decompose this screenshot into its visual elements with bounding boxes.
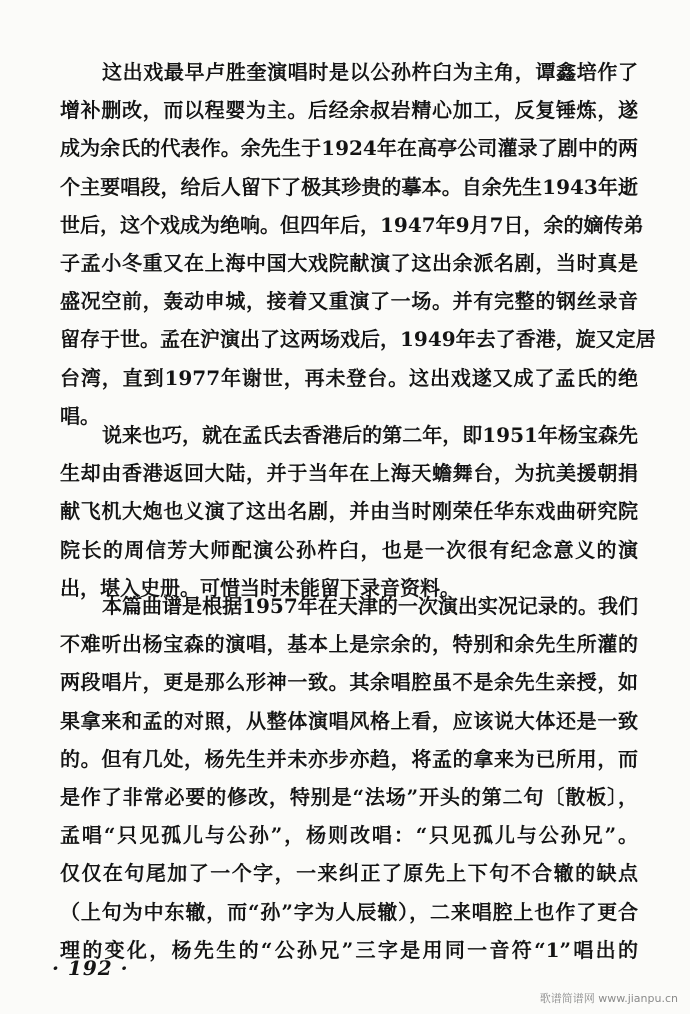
site-watermark: 歌谱简谱网 www.jianpu.cn bbox=[539, 992, 678, 1005]
text-line: 孟唱“只见孤儿与公孙”，杨则改唱：“只见孤儿与公孙兄”。 bbox=[60, 823, 638, 848]
text-line: 世后，这个戏成为绝响。但四年后，1947年9月7日，余的嫡传弟 bbox=[60, 212, 644, 237]
text-line: （上句为中东辙，而“孙”字为人辰辙），二来唱腔上也作了更合 bbox=[60, 899, 638, 924]
text-line: 盛况空前，轰动申城，接着又重演了一场。并有完整的钢丝录音 bbox=[60, 289, 638, 314]
paragraph-3 bbox=[60, 587, 638, 969]
text-line: 是作了非常必要的修改，特别是“法场”开头的第二句〔散板〕， bbox=[60, 784, 638, 809]
text-line: 果拿来和孟的对照，从整体演唱风格上看，应该说大体还是一致 bbox=[60, 708, 638, 733]
text-line: 不难听出杨宝森的演唱，基本上是宗余的，特别和余先生所灌的 bbox=[60, 632, 638, 657]
paragraph-1 bbox=[60, 53, 656, 435]
text-line: 的。但有几处，杨先生并未亦步亦趋，将孟的拿来为已所用，而 bbox=[60, 746, 638, 771]
text-line: 子孟小冬重又在上海中国大戏院献演了这出余派名剧，当时真是 bbox=[60, 250, 638, 275]
text-line: 生却由香港返回大陆，并于当年在上海天蟾舞台，为抗美援朝捐 bbox=[60, 461, 638, 486]
text-line: 个主要唱段，给后人留下了极其珍贵的摹本。自余先生1943年逝 bbox=[60, 174, 638, 199]
text-line: 两段唱片，更是那么形神一致。其余唱腔虽不是余先生亲授，如 bbox=[60, 670, 638, 695]
text-line: 这出戏最早卢胜奎演唱时是以公孙杵臼为主角，谭鑫培作了 bbox=[102, 60, 638, 84]
text-line: 献飞机大炮也义演了这出名剧，并由当时刚荣任华东戏曲研究院 bbox=[60, 499, 638, 524]
text-line: 出，堪入史册。可惜当时未能留下录音资料。 bbox=[60, 575, 460, 600]
text-line: 本篇曲谱是根据1957年在天津的一次演出实况记录的。我们 bbox=[102, 594, 638, 618]
page-number: · 192 · bbox=[52, 956, 129, 980]
text-line: 台湾，直到1977年谢世，再未登台。这出戏遂又成了孟氏的绝 bbox=[60, 365, 638, 390]
text-line: 增补删改，而以程婴为主。后经余叔岩精心加工，反复锤炼，遂 bbox=[60, 98, 638, 123]
text-line: 仅仅在句尾加了一个字，一来纠正了原先上下句不合辙的缺点 bbox=[60, 861, 638, 886]
paragraph-2 bbox=[60, 416, 638, 607]
text-line: 说来也巧，就在孟氏去香港后的第二年，即1951年杨宝森先 bbox=[102, 423, 638, 447]
text-line: 成为余氏的代表作。余先生于1924年在高亭公司灌录了剧中的两 bbox=[60, 136, 638, 161]
text-line: 院长的周信芳大师配演公孙杵臼，也是一次很有纪念意义的演 bbox=[60, 537, 638, 562]
text-line: 唱。 bbox=[60, 403, 100, 428]
text-line: 理的变化，杨先生的“公孙兄”三字是用同一音符“1”唱出的 bbox=[60, 937, 638, 962]
text-line: 留存于世。孟在沪演出了这两场戏后，1949年去了香港，旋又定居 bbox=[60, 327, 656, 352]
